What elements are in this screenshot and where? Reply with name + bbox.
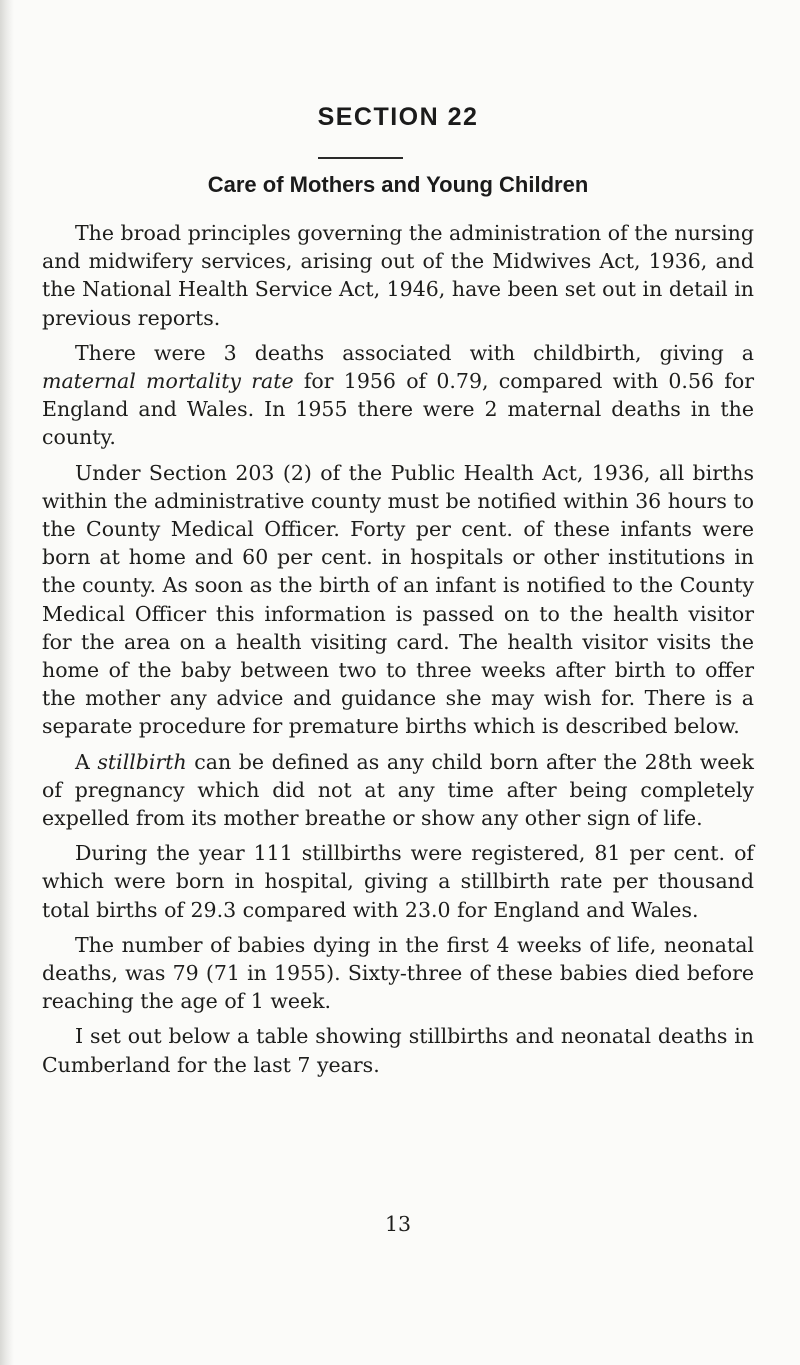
paragraph-text: can be defined as any child born after the 28th week of pregnancy which did not at any time after being completely expelled from its mother breathe or show any other sign of life.: [42, 749, 754, 831]
paragraph-text: for 1956 of 0.79, compared with 0.56 for England and Wales. In 1955 there were 2 maternal deaths in the county.: [42, 369, 754, 450]
paragraph-maternal-deaths: [42, 339, 754, 452]
body-text: [42, 219, 754, 1086]
paragraph-stillbirth-rate: During the year 111 stillbirths were registered, 81 per cent. of which were born in hospital, giving a stillbirth rate per thousand total births of 29.3 compared with 23.0 for England and Wales.: [42, 841, 754, 922]
section-heading: SECTION 22: [317, 103, 479, 131]
paragraph-table-intro: I set out below a table showing stillbirths and neonatal deaths in Cumberland for the last 7 years.: [42, 1024, 754, 1077]
page-spine-shadow: [0, 0, 14, 1365]
paragraph-birth-notification: Under Section 203 (2) of the Public Health Act, 1936, all births within the administrative county must be notified within 36 hours to the County Medical Officer. Forty per cent. of these infants were born at home and 60 per cent. in hospitals or other institutions in the county. As soon as the birth of an infant is notified to the County Medical Officer this information is passed on to the health visitor for the area on a health visiting card. The health visitor visits the home of the baby between two to three weeks after birth to offer the mother any advice and guidance she may wish for. There is a separate procedure for premature births which is described below.: [42, 460, 754, 739]
paragraph-text: There were 3 deaths associated with childbirth, giving a: [75, 340, 754, 365]
emphasis-term: stillbirth: [97, 749, 187, 774]
paragraph-text: A: [75, 749, 98, 774]
paragraph-neonatal-deaths: The number of babies dying in the first 4 weeks of life, neonatal deaths, was 79 (71 in 1955). Sixty-three of these babies died before reaching the age of 1 week.: [42, 932, 754, 1014]
paragraph-stillbirth-definition: [42, 748, 754, 833]
page-number: 13: [384, 1212, 412, 1236]
heading-rule: [318, 157, 403, 159]
paragraph-administration: The broad principles governing the administration of the nursing and midwifery services, arising out of the Midwives Act, 1936, and the National Health Service Act, 1946, have been set out in detail in previous reports.: [42, 221, 754, 330]
emphasis-term: maternal mortality rate: [42, 369, 294, 394]
section-subtitle: Care of Mothers and Young Children: [207, 172, 589, 197]
